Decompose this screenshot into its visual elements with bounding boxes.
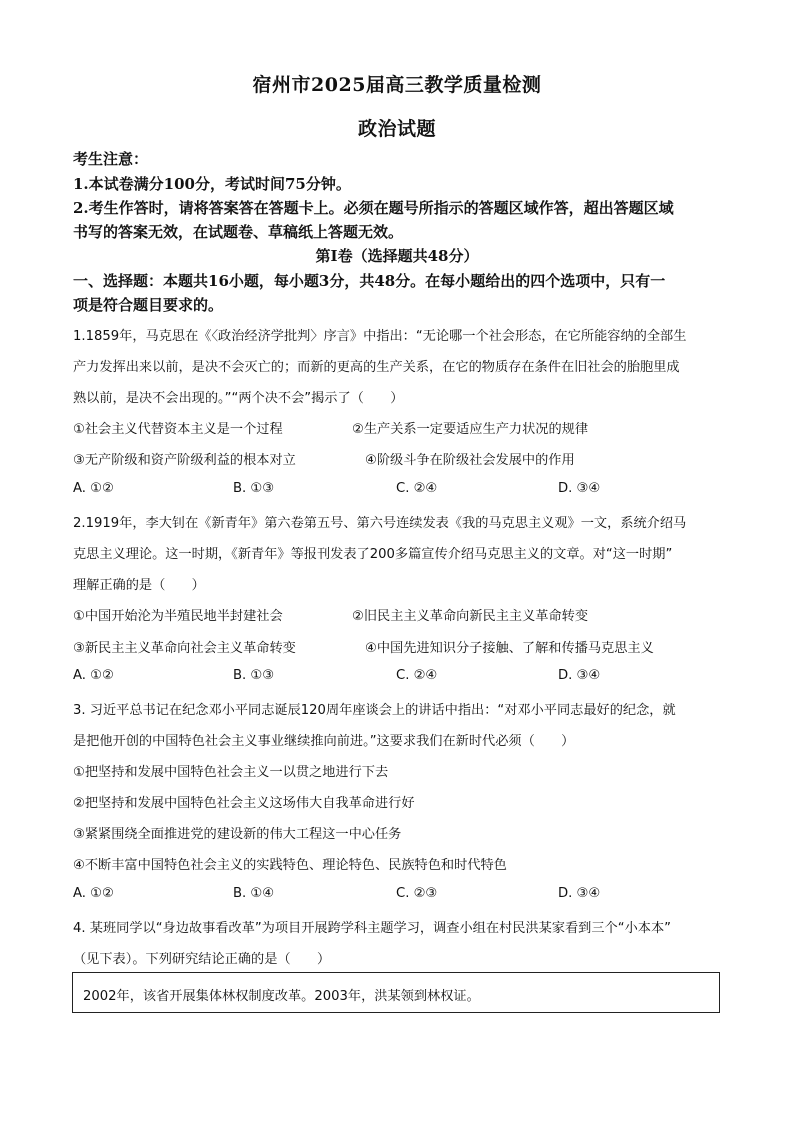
notice-item-2-line-1: 2.考生作答时，请将答案答在答题卡上。必须在题号所指示的答题区域作答，超出答题区域 (73, 199, 674, 217)
section-intro-line-2: 项是符合题目要求的。 (73, 296, 224, 314)
q1-statement-4: ④阶级斗争在阶级社会发展中的作用 (365, 453, 575, 468)
notice-item-2-line-2: 书写的答案无效，在试题卷、草稿纸上答题无效。 (73, 223, 404, 241)
exam-title: 宿州市2025届高三教学质量检测 (252, 74, 542, 96)
q3-stem-line-2: 是把他开创的中国特色社会主义事业继续推向前进。”这要求我们在新时代必须（ ） (73, 734, 575, 749)
q1-statement-3: ③无产阶级和资产阶级利益的根本对立 (73, 453, 296, 468)
q3-option-a: A. ①② (73, 886, 114, 901)
q1-option-d: D. ③④ (558, 481, 601, 496)
q2-stem-line-1: 2.1919年，李大钊在《新青年》第六卷第五号、第六号连续发表《我的马克思主义观》一文，系统介绍马 (73, 516, 687, 531)
q1-stem-line-2: 产力发挥出来以前，是决不会灭亡的；而新的更高的生产关系，在它的物质存在条件在旧社会的胎胞里成 (73, 360, 680, 375)
q2-stem-line-3: 理解正确的是（ ） (73, 578, 205, 593)
q1-stem-line-3: 熟以前，是决不会出现的。”“两个决不会”揭示了（ ） (73, 391, 404, 406)
q1-option-c: C. ②④ (396, 481, 438, 496)
section-intro-line-1: 一、选择题：本题共16小题，每小题3分，共48分。在每小题给出的四个选项中，只有一 (73, 272, 666, 290)
q3-option-d: D. ③④ (558, 886, 601, 901)
q3-stem-line-1: 3. 习近平总书记在纪念邓小平同志诞辰120周年座谈会上的讲话中指出：“对邓小平同志最好的纪念，就 (73, 703, 676, 718)
q2-option-d: D. ③④ (558, 668, 601, 683)
subject-title: 政治试题 (357, 118, 436, 140)
q3-statement-3: ③紧紧围绕全面推进党的建设新的伟大工程这一中心任务 (73, 827, 402, 842)
q4-stem-line-2: （见下表）。下列研究结论正确的是（ ） (73, 952, 331, 967)
q4-material-box (72, 972, 720, 1013)
q1-statement-2: ②生产关系一定要适应生产力状况的规律 (352, 422, 589, 437)
q4-material-text: 2002年，该省开展集体林权制度改革。2003年，洪某领到林权证。 (83, 989, 480, 1004)
q1-statement-1: ①社会主义代替资本主义是一个过程 (73, 422, 283, 437)
q2-statement-1: ①中国开始沦为半殖民地半封建社会 (73, 609, 283, 624)
q2-statement-2: ②旧民主主义革命向新民主主义革命转变 (352, 609, 589, 624)
q1-stem-line-1: 1.1859年，马克思在《〈政治经济学批判〉序言》中指出：“无论哪一个社会形态，在它所能容纳的全部生 (73, 329, 687, 344)
q3-option-c: C. ②③ (396, 886, 438, 901)
section-title: 第Ⅰ卷（选择题共48分） (315, 247, 479, 265)
q2-option-a: A. ①② (73, 668, 114, 683)
q2-stem-line-2: 克思主义理论。这一时期，《新青年》等报刊发表了200多篇宣传介绍马克思主义的文章。对“这一时期” (73, 547, 673, 562)
notice-item-1: 1.本试卷满分100分，考试时间75分钟。 (73, 175, 351, 193)
q3-statement-1: ①把坚持和发展中国特色社会主义一以贯之地进行下去 (73, 765, 389, 780)
q2-statement-4: ④中国先进知识分子接触、了解和传播马克思主义 (365, 641, 654, 656)
q2-option-b: B. ①③ (233, 668, 275, 683)
q3-statement-2: ②把坚持和发展中国特色社会主义这场伟大自我革命进行好 (73, 796, 415, 811)
q4-stem-line-1: 4. 某班同学以“身边故事看改革”为项目开展跨学科主题学习，调查小组在村民洪某家看到三个“小本本” (73, 921, 671, 936)
q3-option-b: B. ①④ (233, 886, 275, 901)
q3-statement-4: ④不断丰富中国特色社会主义的实践特色、理论特色、民族特色和时代特色 (73, 858, 507, 873)
notice-heading: 考生注意： (73, 150, 149, 168)
q1-option-a: A. ①② (73, 481, 114, 496)
q2-statement-3: ③新民主主义革命向社会主义革命转变 (73, 641, 296, 656)
q1-option-b: B. ①③ (233, 481, 275, 496)
q2-option-c: C. ②④ (396, 668, 438, 683)
